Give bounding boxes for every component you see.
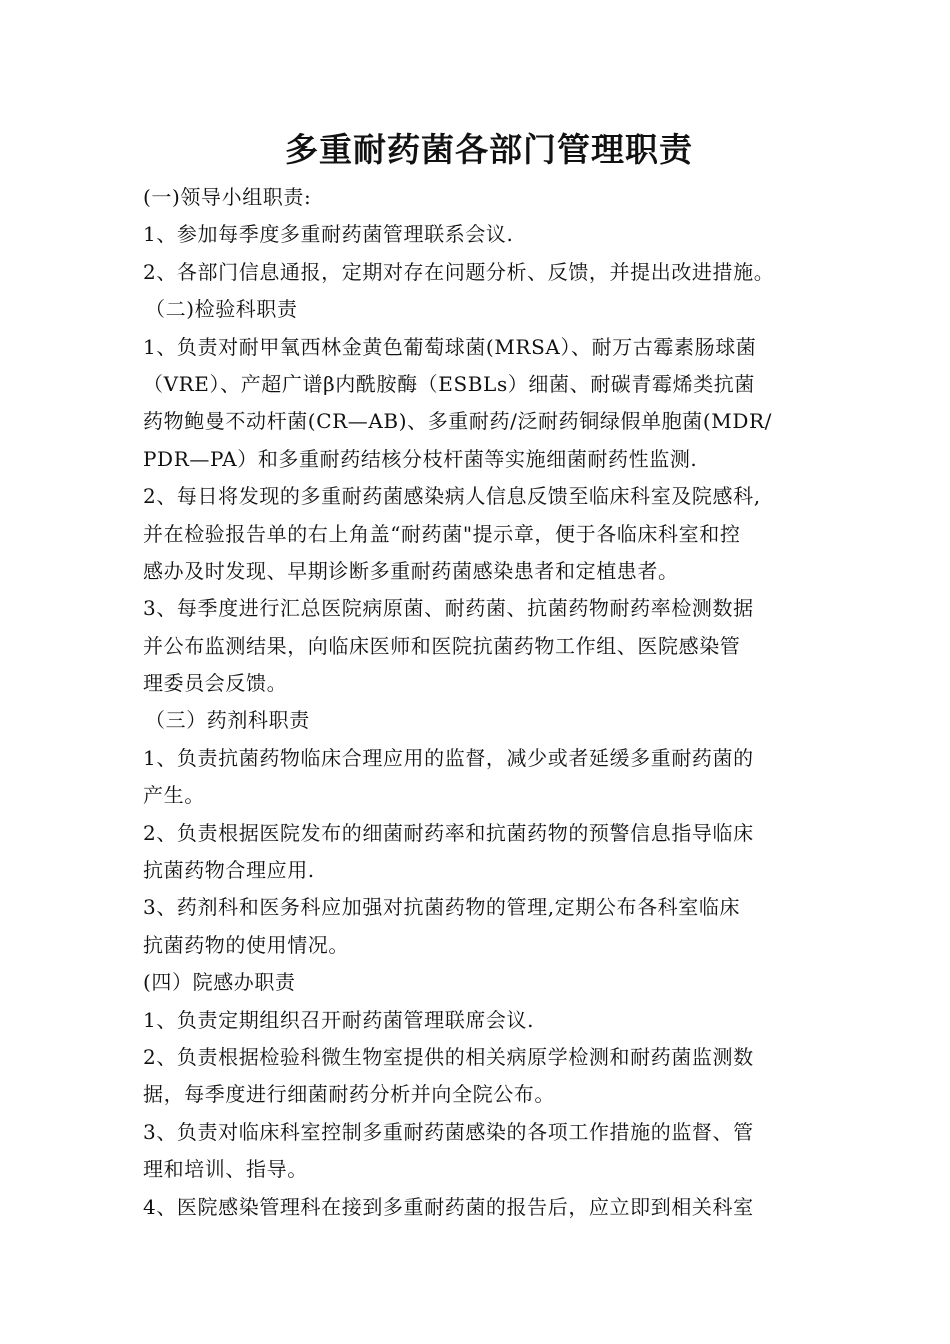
- body-line: 2、每日将发现的多重耐药菌感染病人信息反馈至临床科室及院感科,: [143, 484, 761, 509]
- body-line: 理委员会反馈。: [143, 671, 288, 696]
- body-line: 3、药剂科和医务科应加强对抗菌药物的管理,定期公布各科室临床: [143, 895, 741, 920]
- body-line: 4、医院感染管理科在接到多重耐药菌的报告后，应立即到相关科室: [143, 1194, 754, 1219]
- section-heading-infection-control: (四）院感办职责: [143, 970, 296, 995]
- body-line: 产生。: [143, 783, 205, 808]
- document-title: 多重耐药菌各部门管理职责: [285, 130, 693, 169]
- body-line: 2、负责根据检验科微生物室提供的相关病原学检测和耐药菌监测数: [143, 1044, 754, 1069]
- body-line: 据，每季度进行细菌耐药分析并向全院公布。: [143, 1082, 555, 1107]
- body-line: 2、负责根据医院发布的细菌耐药率和抗菌药物的预警信息指导临床: [143, 820, 754, 845]
- body-line: PDR—PA）和多重耐药结核分枝杆菌等实施细菌耐药性监测.: [143, 446, 698, 471]
- body-line: 1、负责对耐甲氧西林金黄色葡萄球菌(MRSA）、耐万古霉素肠球菌: [143, 334, 757, 359]
- body-line: （VRE）、产超广谱β内酰胺酶（ESBLs）细菌、耐碳青霉烯类抗菌: [143, 371, 756, 396]
- body-line: 感办及时发现、早期诊断多重耐药菌感染患者和定植患者。: [143, 558, 679, 583]
- body-line: 3、每季度进行汇总医院病原菌、耐药菌、抗菌药物耐药率检测数据: [143, 596, 754, 621]
- section-heading-leadership: (一)领导小组职责:: [143, 185, 312, 209]
- section-heading-laboratory: （二)检验科职责: [145, 297, 298, 322]
- body-line: 2、各部门信息通报，定期对存在问题分析、反馈，并提出改进措施。: [143, 259, 775, 284]
- body-line: 1、负责抗菌药物临床合理应用的监督，减少或者延缓多重耐药菌的: [143, 745, 754, 770]
- body-line: 并公布监测结果，向临床医师和医院抗菌药物工作组、医院感染管: [143, 633, 741, 658]
- body-line: 抗菌药物合理应用.: [143, 858, 315, 883]
- body-line: 药物鲍曼不动杆菌(CR—AB)、多重耐药/泛耐药铜绿假单胞菌(MDR/: [143, 409, 772, 434]
- body-line: 3、负责对临床科室控制多重耐药菌感染的各项工作措施的监督、管: [143, 1119, 754, 1144]
- document-body: [143, 179, 813, 1226]
- body-line: 抗菌药物的使用情况。: [143, 932, 349, 957]
- section-heading-pharmacy: （三）药剂科职责: [145, 708, 310, 733]
- body-line: 1、负责定期组织召开耐药菌管理联席会议.: [143, 1007, 535, 1032]
- document-page: [143, 125, 813, 1226]
- body-line: 理和培训、指导。: [143, 1157, 308, 1182]
- body-line: 1、参加每季度多重耐药菌管理联系会议.: [143, 222, 514, 247]
- body-line: 并在检验报告单的右上角盖“耐药菌"提示章，便于各临床科室和控: [143, 521, 741, 546]
